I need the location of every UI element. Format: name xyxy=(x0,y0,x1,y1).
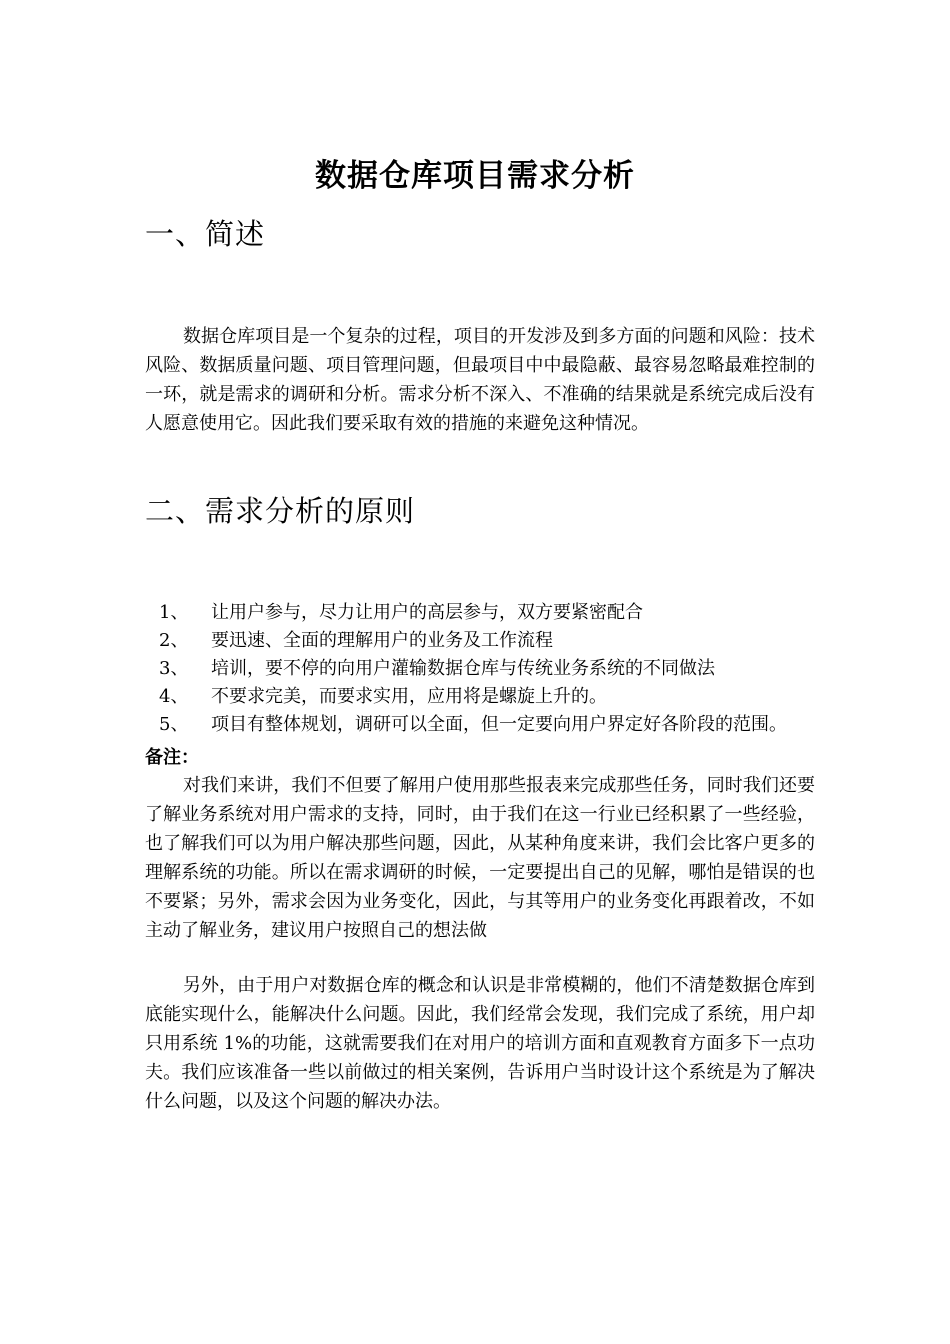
note-paragraph-2: 另外，由于用户对数据仓库的概念和认识是非常模糊的，他们不清楚数据仓库到底能实现什么，能解决什么问题。因此，我们经常会发现，我们完成了系统，用户却只用系统 1%的功能，这就需要我们在对用户的培训方面和直观教育方面多下一点功夫。我们应该准备一些以前做过的相关案例，告诉用户当时设计这个系统是为了解决什么问题，以及这个问题的解决办法。 xyxy=(145,975,815,1112)
list-item xyxy=(145,627,835,655)
list-item-text: 要迅速、全面的理解用户的业务及工作流程 xyxy=(211,630,553,651)
document-title: 数据仓库项目需求分析 xyxy=(315,158,635,194)
note-paragraph-1: 对我们来讲，我们不但要了解用户使用那些报表来完成那些任务，同时我们还要了解业务系统对用户需求的支持，同时，由于我们在这一行业已经积累了一些经验，也了解我们可以为用户解决那些问题，因此，从某种角度来讲，我们会比客户更多的理解系统的功能。所以在需求调研的时候，一定要提出自己的见解，哪怕是错误的也不要紧；另外，需求会因为业务变化，因此，与其等用户的业务变化再跟着改，不如主动了解业务，建议用户按照自己的想法做 xyxy=(145,775,815,941)
principles-list xyxy=(145,599,835,739)
list-item-text: 让用户参与，尽力让用户的高层参与，双方要紧密配合 xyxy=(211,602,643,623)
note-label: 备注： xyxy=(145,747,199,768)
list-item-number: 5、 xyxy=(159,714,189,735)
list-item xyxy=(145,599,835,627)
list-item-number: 4、 xyxy=(159,686,189,707)
overview-paragraph: 数据仓库项目是一个复杂的过程，项目的开发涉及到多方面的问题和风险：技术风险、数据质量问题、项目管理问题，但最项目中中最隐蔽、最容易忽略最难控制的一环，就是需求的调研和分析。需求分析不深入、不准确的结果就是系统完成后没有人愿意使用它。因此我们要采取有效的措施的来避免这种情况。 xyxy=(145,326,815,434)
list-item-text: 培训，要不停的向用户灌输数据仓库与传统业务系统的不同做法 xyxy=(211,658,715,679)
list-item-number: 3、 xyxy=(159,658,189,679)
list-item xyxy=(145,711,835,739)
section-heading-overview: 一、简述 xyxy=(145,217,266,251)
list-item-text: 项目有整体规划，调研可以全面，但一定要向用户界定好各阶段的范围。 xyxy=(211,714,787,735)
list-item xyxy=(145,683,835,711)
list-item xyxy=(145,655,835,683)
list-item-number: 2、 xyxy=(159,630,189,651)
section-heading-principles: 二、需求分析的原则 xyxy=(145,494,416,528)
list-item-text: 不要求完美，而要求实用，应用将是螺旋上升的。 xyxy=(211,686,607,707)
list-item-number: 1、 xyxy=(159,602,189,623)
